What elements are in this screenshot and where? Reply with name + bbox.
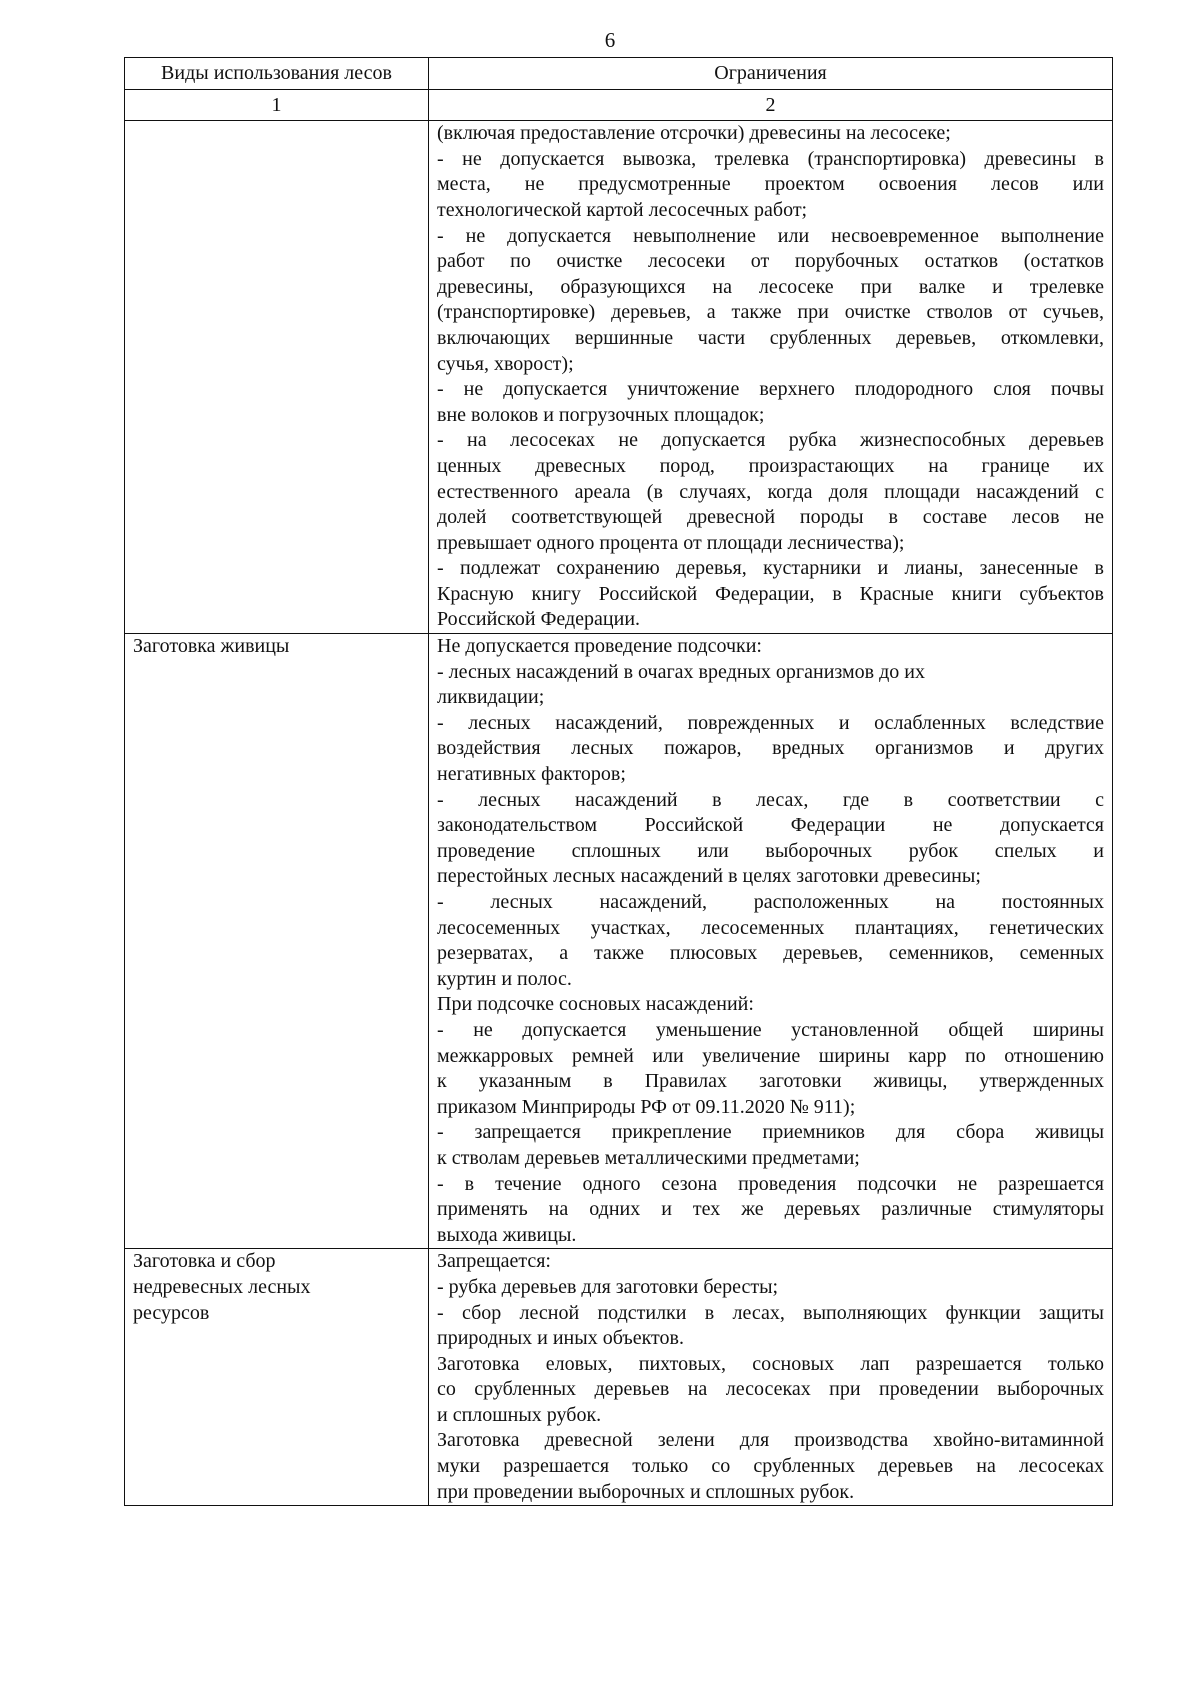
restriction-text-line: - лесных насаждений в лесах, где в соответствии с (437, 788, 1104, 811)
forest-use-type-line: Заготовка и сбор (133, 1250, 276, 1273)
restriction-text-line: природных и иных объектов. (437, 1327, 684, 1350)
restriction-text-line: к стволам деревьев металлическими предметами; (437, 1146, 860, 1169)
restriction-text-line: негативных факторов; (437, 763, 626, 786)
restriction-text-line: - не допускается уменьшение установленной общей ширины (437, 1018, 1104, 1041)
restriction-text-line: превышает одного процента от площади лесничества); (437, 531, 905, 554)
restriction-text-line: и сплошных рубок. (437, 1403, 602, 1426)
restriction-text-line: ценных древесных пород, произрастающих на границе их (437, 454, 1104, 477)
restriction-text-line: вне волоков и погрузочных площадок; (437, 403, 765, 426)
restriction-text-line: ликвидации; (437, 686, 545, 709)
restriction-text-line: При подсочке сосновых насаждений: (437, 993, 754, 1016)
restriction-text-line: (включая предоставление отсрочки) древесины на лесосеке; (437, 122, 951, 145)
restriction-text-line: применять на одних и тех же деревьях различные стимуляторы (437, 1198, 1104, 1221)
table-header-row (125, 58, 1113, 90)
restrictions-table (124, 57, 1113, 1506)
page-number: 6 (604, 28, 616, 52)
table-row (125, 121, 1113, 634)
restriction-text-line: Заготовка древесной зелени для производства хвойно-витаминной (437, 1429, 1104, 1452)
restriction-text-line: законодательством Российской Федерации не допускается (437, 814, 1104, 837)
restriction-text-line: - сбор лесной подстилки в лесах, выполняющих функции защиты (437, 1301, 1104, 1324)
restriction-text-line: приказом Минприроды РФ от 09.11.2020 № 911); (437, 1095, 856, 1118)
restriction-text-line: - на лесосеках не допускается рубка жизнеспособных деревьев (437, 429, 1104, 452)
restriction-text-line: - в течение одного сезона проведения подсочки не разрешается (437, 1172, 1104, 1195)
restriction-text-line: работ по очистке лесосеки от порубочных остатков (остатков (437, 250, 1104, 273)
restriction-cell (429, 1249, 1113, 1506)
forest-use-type-cell (125, 121, 429, 634)
restriction-text-line: Красную книгу Российской Федерации, в Красные книги субъектов (437, 582, 1104, 605)
restriction-text-line: - не допускается невыполнение или несвоевременное выполнение (437, 224, 1104, 247)
forest-use-type-cell (125, 1249, 429, 1506)
restriction-text-line: - рубка деревьев для заготовки бересты; (437, 1275, 779, 1298)
restriction-text-line: межкарровых ремней или увеличение ширины карр по отношению (437, 1044, 1104, 1067)
restriction-text-line: выхода живицы. (437, 1223, 577, 1246)
forest-use-type-line: Заготовка живицы (133, 635, 290, 658)
restriction-text-line: - не допускается вывозка, трелевка (транспортировка) древесины в (437, 147, 1104, 170)
restriction-text-line: - лесных насаждений, расположенных на постоянных (437, 891, 1104, 913)
column-header-forest-use-types: Виды использования лесов (125, 58, 429, 90)
column-number-row (125, 89, 1113, 121)
forest-use-type-cell (125, 634, 429, 1249)
restriction-text-line: места, не предусмотренные проектом освоения лесов или (437, 173, 1104, 196)
restriction-text-line: Запрещается: (437, 1250, 551, 1273)
restriction-text-line: воздействия лесных пожаров, вредных организмов и других (437, 737, 1104, 760)
restriction-text-line: Российской Федерации. (437, 608, 641, 631)
column-header-restrictions: Ограничения (429, 58, 1113, 90)
restriction-text-line: лесосеменных участках, лесосеменных плантациях, генетических (437, 916, 1104, 939)
restriction-text-line: технологической картой лесосечных работ; (437, 198, 808, 221)
restriction-text-line: - подлежат сохранению деревья, кустарники и лианы, занесенные в (437, 557, 1104, 580)
restriction-text-line: - не допускается уничтожение верхнего плодородного слоя почвы (437, 378, 1104, 401)
restriction-text-line: сучья, хворост); (437, 352, 574, 375)
forest-use-type-line: ресурсов (133, 1301, 210, 1324)
restriction-text-line: проведение сплошных или выборочных рубок спелых и (437, 839, 1104, 862)
restriction-text-line: муки разрешается только со срубленных деревьев на лесосеках (437, 1455, 1104, 1478)
forest-use-type-line: недревесных лесных (133, 1275, 311, 1298)
restriction-text-line: - запрещается прикрепление приемников для сбора живицы (437, 1121, 1104, 1144)
restriction-text-line: со срубленных деревьев на лесосеках при проведении выборочных (437, 1378, 1104, 1401)
restriction-text-line: долей соответствующей древесной породы в составе лесов не (437, 506, 1104, 529)
restriction-text-line: естественного ареала (в случаях, когда доля площади насаждений с (437, 480, 1104, 503)
restriction-text-line: Не допускается проведение подсочки: (437, 635, 762, 658)
column-number-1: 1 (125, 89, 429, 121)
restriction-text-line: древесины, образующихся на лесосеке при валке и трелевке (437, 275, 1104, 298)
restriction-text-line: включающих вершинные части срубленных деревьев, откомлевки, (437, 326, 1104, 349)
restriction-text-line: - лесных насаждений в очагах вредных организмов до их (437, 660, 925, 683)
restriction-text-line: к указанным в Правилах заготовки живицы, утвержденных (437, 1070, 1104, 1093)
restriction-cell (429, 634, 1113, 1249)
restriction-text-line: при проведении выборочных и сплошных рубок. (437, 1480, 855, 1503)
restriction-text-line: Заготовка еловых, пихтовых, сосновых лап разрешается только (437, 1352, 1104, 1375)
restriction-text-line: перестойных лесных насаждений в целях заготовки древесины; (437, 865, 981, 888)
restriction-text-line: (транспортировке) деревьев, а также при очистке стволов от сучьев, (437, 301, 1104, 324)
restriction-cell (429, 121, 1113, 634)
table-row (125, 634, 1113, 1249)
table-row (125, 1249, 1113, 1506)
restriction-text-line: - лесных насаждений, поврежденных и ослабленных вследствие (437, 711, 1104, 734)
column-number-2: 2 (429, 89, 1113, 121)
restriction-text-line: резерватах, а также плюсовых деревьев, семенников, семенных (437, 942, 1104, 965)
restriction-text-line: куртин и полос. (437, 967, 572, 990)
